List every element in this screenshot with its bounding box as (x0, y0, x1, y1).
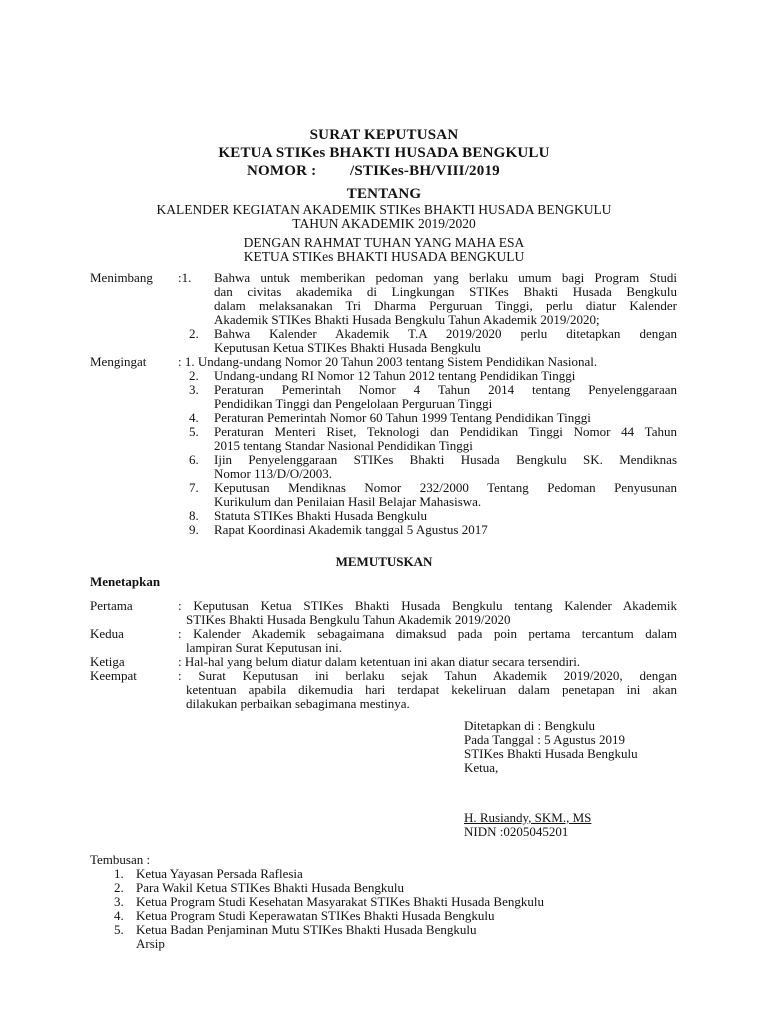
rahmat-line: DENGAN RAHMAT TUHAN YANG MAHA ESA (243, 235, 525, 250)
signatory-name: H. Rusiandy, SKM., MS (464, 810, 592, 825)
mengingat-num-5: 5. (189, 424, 199, 439)
tembusan-label: Tembusan : (90, 852, 151, 867)
mengingat-item-5-line-2: 2015 tentang Standar Nasional Pendidikan Tinggi (214, 438, 473, 453)
signatory-nidn: NIDN :0205045201 (464, 824, 569, 839)
mengingat-num-2: 2. (189, 368, 199, 383)
kedua-label: Kedua (90, 626, 124, 641)
mengingat-item-3-line-1: Peraturan Pemerintah Nomor 4 Tahun 2014 tentang Penyelenggaraan (214, 382, 677, 397)
keempat-line-2: ketentuan apabila dikemudia hari terdapat kekeliruan dalam penetapan ini akan (186, 682, 677, 697)
memutuskan-heading: MEMUTUSKAN (335, 554, 433, 569)
mengingat-item-1: : 1. Undang-undang Nomor 20 Tahun 2003 tentang Sistem Pendidikan Nasional. (178, 354, 598, 369)
tembusan-item-5: Ketua Badan Penjaminan Mutu STIKes Bhakti Husada Bengkulu (136, 922, 477, 937)
tembusan-num-5: 5. (114, 922, 124, 937)
subject-line-2: TAHUN AKADEMIK 2019/2020 (292, 216, 476, 231)
menetapkan-label: Menetapkan (90, 574, 161, 589)
ketiga-line-1: : Hal-hal yang belum diatur dalam ketentuan ini akan diatur secara tersendiri. (178, 654, 581, 669)
mengingat-item-8-line-1: Statuta STIKes Bhakti Husada Bengkulu (214, 508, 428, 523)
mengingat-item-7-line-2: Kurikulum dan Penilaian Hasil Belajar Mahasiswa. (214, 494, 482, 509)
kedua-line-2: lampiran Surat Keputusan ini. (186, 640, 342, 655)
mengingat-item-6-line-1: Ijin Penyelenggaraan STIKes Bhakti Husada Bengkulu SK. Mendiknas (214, 452, 677, 467)
tanggal-line: Pada Tanggal : 5 Agustus 2019 (464, 732, 625, 747)
menimbang-num-2: 2. (189, 326, 199, 341)
kedua-line-1: : Kalender Akademik sebagaimana dimaksud pada poin pertama tercantum dalam (178, 626, 677, 641)
mengingat-item-3-line-2: Pendidikan Tinggi dan Pengelolaan Perguruan Tinggi (214, 396, 493, 411)
nomor-label: NOMOR : (247, 163, 317, 179)
mengingat-item-5-line-1: Peraturan Menteri Riset, Teknologi dan Pendidikan Tinggi Nomor 44 Tahun (214, 424, 677, 439)
mengingat-item-6-line-2: Nomor 113/D/O/2003. (214, 466, 332, 481)
pertama-label: Pertama (90, 598, 133, 613)
tembusan-num-2: 2. (114, 880, 124, 895)
doc-issuer: KETUA STIKes BHAKTI HUSADA BENGKULU (218, 145, 550, 161)
menimbang-item-1-line-1: Bahwa untuk memberikan pedoman yang berlaku umum bagi Program Studi (214, 270, 677, 285)
keempat-label: Keempat (90, 668, 137, 683)
mengingat-item-7-line-1: Keputusan Mendiknas Nomor 232/2000 Tentang Pedoman Penyusunan (214, 480, 677, 495)
menimbang-item-1-line-4: Akademik STIKes Bhakti Husada Bengkulu Tahun Akademik 2019/2020; (214, 312, 600, 327)
menimbang-item-2-line-2: Keputusan Ketua STIKes Bhakti Husada Bengkulu (214, 340, 481, 355)
menimbang-label: Menimbang (90, 270, 153, 285)
institution-line: STIKes Bhakti Husada Bengkulu (464, 746, 638, 761)
mengingat-label: Mengingat (90, 354, 147, 369)
tembusan-num-3: 3. (114, 894, 124, 909)
keempat-line-3: dilakukan perbaikan sebagimana mestinya. (186, 696, 410, 711)
tembusan-item-4: Ketua Program Studi Keperawatan STIKes Bhakti Husada Bengkulu (136, 908, 495, 923)
ditetapkan-line: Ditetapkan di : Bengkulu (464, 718, 596, 733)
menimbang-item-2-line-1: Bahwa Kalender Akademik T.A 2019/2020 perlu ditetapkan dengan (214, 326, 677, 341)
pertama-line-2: STIKes Bhakti Husada Bengkulu Tahun Akademik 2019/2020 (186, 612, 511, 627)
tembusan-arsip: Arsip (136, 936, 165, 951)
mengingat-num-6: 6. (189, 452, 199, 467)
mengingat-num-8: 8. (189, 508, 199, 523)
ketua-line: KETUA STIKes BHAKTI HUSADA BENGKULU (243, 249, 525, 264)
tentang-heading: TENTANG (346, 186, 422, 202)
menimbang-item-1-line-2: dan civitas akademika di Lingkungan STIKes Bhakti Husada Bengkulu (214, 284, 677, 299)
mengingat-num-4: 4. (189, 410, 199, 425)
doc-title: SURAT KEPUTUSAN (309, 127, 459, 143)
mengingat-item-9-line-1: Rapat Koordinasi Akademik tanggal 5 Agustus 2017 (214, 522, 488, 537)
role-line: Ketua, (464, 760, 499, 775)
mengingat-num-3: 3. (189, 382, 199, 397)
tembusan-item-1: Ketua Yayasan Persada Raflesia (136, 866, 303, 881)
keempat-line-1: : Surat Keputusan ini berlaku sejak Tahun Akademik 2019/2020, dengan (178, 668, 677, 683)
tembusan-item-3: Ketua Program Studi Kesehatan Masyarakat STIKes Bhakti Husada Bengkulu (136, 894, 544, 909)
subject-line-1: KALENDER KEGIATAN AKADEMIK STIKes BHAKTI HUSADA BENGKULU (156, 202, 612, 217)
tembusan-item-2: Para Wakil Ketua STIKes Bhakti Husada Bengkulu (136, 880, 405, 895)
nomor-value: /STIKes-BH/VIII/2019 (350, 163, 500, 179)
tembusan-num-1: 1. (114, 866, 124, 881)
mengingat-num-7: 7. (189, 480, 199, 495)
tembusan-num-4: 4. (114, 908, 124, 923)
menimbang-num-1: :1. (178, 270, 192, 285)
mengingat-item-2-line-1: Undang-undang RI Nomor 12 Tahun 2012 tentang Pendidikan Tinggi (214, 368, 576, 383)
pertama-line-1: : Keputusan Ketua STIKes Bhakti Husada Bengkulu tentang Kalender Akademik (178, 598, 677, 613)
menimbang-item-1-line-3: dalam melaksanakan Tri Dharma Perguruan Tinggi, perlu diatur Kalender (214, 298, 677, 313)
mengingat-item-4-line-1: Peraturan Pemerintah Nomor 60 Tahun 1999 Tentang Pendidikan Tinggi (214, 410, 591, 425)
mengingat-num-9: 9. (189, 522, 199, 537)
ketiga-label: Ketiga (90, 654, 125, 669)
